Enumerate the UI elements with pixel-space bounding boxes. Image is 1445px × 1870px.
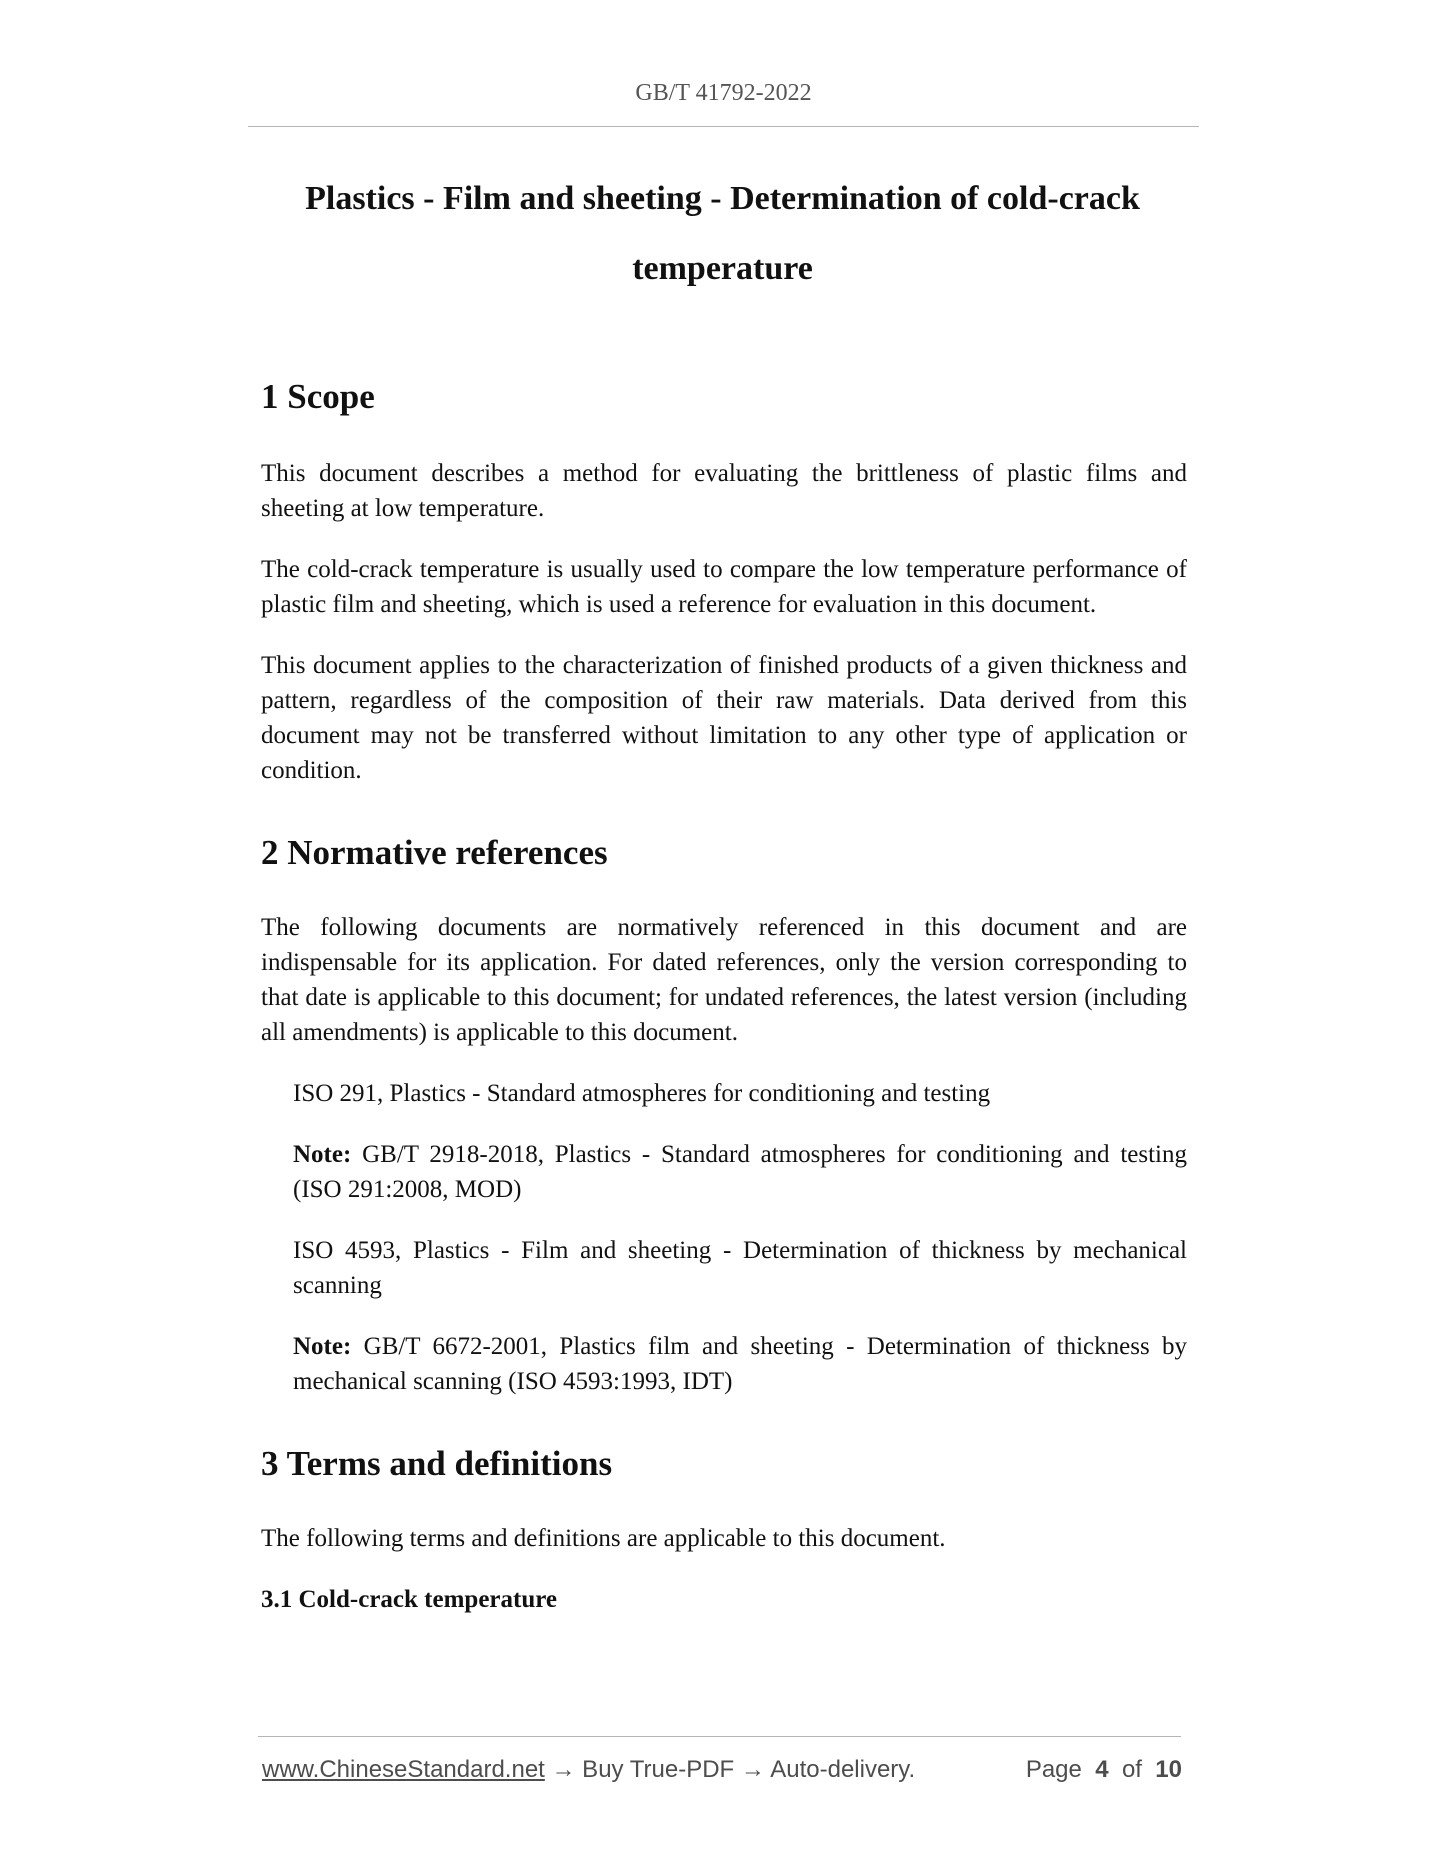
subsection-heading-cold-crack-temperature: 3.1 Cold-crack temperature [261,1586,557,1613]
title-line-1: Plastics - Film and sheeting - Determination of cold-crack [305,180,1140,217]
normative-intro-paragraph: The following documents are normatively referenced in this document and are indispensable for its application. For dated references, only the version corresponding to that date is applicable to this document; for undated references, the latest version (including all amendments) is applicable to this document. [261,914,1187,1046]
page-of-label: of [1121,1756,1142,1783]
page-total: 10 [1155,1756,1182,1783]
note-text: GB/T 6672-2001, Plastics film and sheeting - Determination of thickness by mechanical scanning (ISO 4593:1993, IDT) [293,1333,1187,1395]
header-divider [248,126,1199,127]
website-link[interactable]: www.ChineseStandard.net [262,1756,545,1783]
running-header: GB/T 41792-2022 [635,80,812,106]
reference-iso-4593: ISO 4593, Plastics - Film and sheeting - Determination of thickness by mechanical scanning [293,1237,1187,1299]
reference-iso-291: ISO 291, Plastics - Standard atmospheres for conditioning and testing [293,1080,991,1107]
reference-note-1 [261,1137,1187,1207]
page-indicator [1026,1756,1182,1784]
terms-intro-paragraph: The following terms and definitions are applicable to this document. [261,1525,946,1552]
note-text: GB/T 2918-2018, Plastics - Standard atmospheres for conditioning and testing (ISO 291:2008, MOD) [293,1141,1187,1203]
section-heading-scope: 1 Scope [261,377,375,416]
footer-divider [258,1736,1181,1737]
note-label: Note: [293,1141,352,1168]
scope-paragraph-3: This document applies to the characterization of finished products of a given thickness and pattern, regardless of the composition of their raw materials. Data derived from this document may not be transferred without limitation to any other type of application or condition. [261,652,1187,784]
footer-promo-text: → Buy True-PDF → Auto-delivery. [544,1756,916,1783]
document-body [261,368,1187,1617]
scope-paragraph-1: This document describes a method for evaluating the brittleness of plastic films and sheeting at low temperature. [261,460,1187,522]
page-label: Page [1025,1756,1082,1783]
document-title [260,164,1185,304]
section-heading-terms-definitions: 3 Terms and definitions [261,1444,613,1483]
page-current: 4 [1095,1756,1109,1783]
scope-paragraph-2: The cold-crack temperature is usually used to compare the low temperature performance of plastic film and sheeting, which is used a reference for evaluation in this document. [261,556,1187,618]
footer-promo [262,1756,915,1784]
reference-note-2 [261,1329,1187,1399]
section-heading-normative-references: 2 Normative references [261,833,608,872]
title-line-2: temperature [632,250,813,287]
note-label: Note: [293,1333,352,1360]
